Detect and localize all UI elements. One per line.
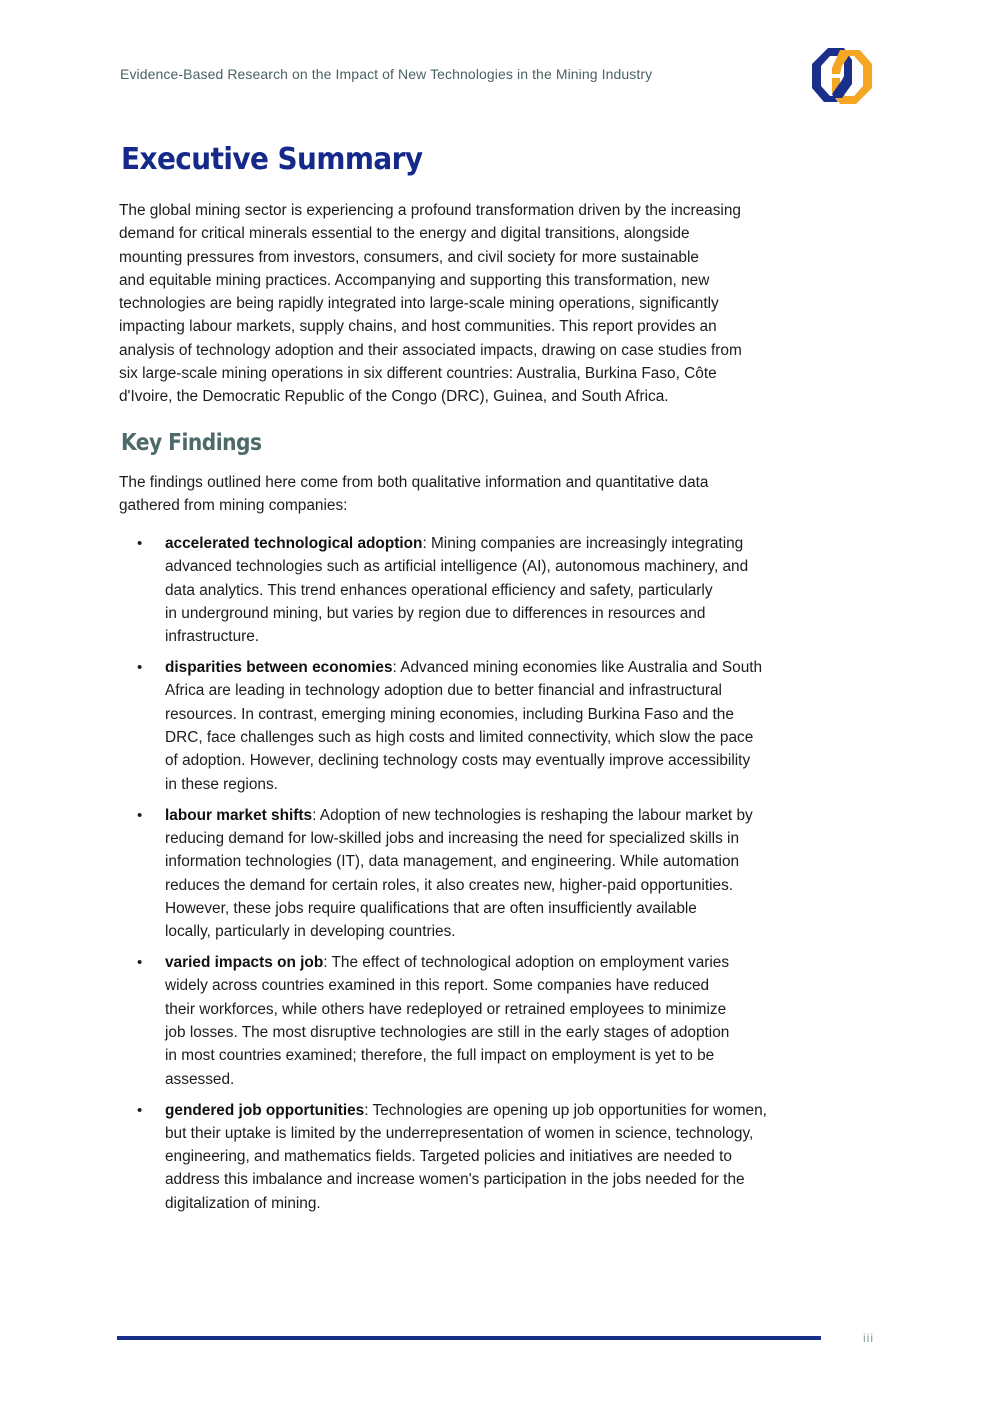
finding-item-labour-market	[0, 804, 992, 944]
finding-line: DRC, face challenges such as high costs and limited connectivity, which slow the pace	[165, 729, 754, 747]
finding-item-gendered-opportunities	[0, 1099, 992, 1215]
finding-item-accelerated-adoption	[0, 532, 992, 648]
key-findings-heading: Key Findings	[121, 430, 262, 456]
finding-line: in underground mining, but varies by region due to differences in resources and	[165, 604, 706, 622]
finding-line: data analytics. This trend enhances operational efficiency and safety, particularly	[165, 581, 713, 599]
finding-line: assessed.	[165, 1070, 235, 1088]
finding-line: However, these jobs require qualifications that are often insufficiently available	[165, 899, 697, 917]
page-title: Executive Summary	[121, 142, 423, 177]
finding-term: varied impacts on job	[165, 954, 324, 972]
intro-line: six large-scale mining operations in six different countries: Australia, Burkina Faso, Côte	[119, 365, 717, 383]
bullet-icon: •	[137, 1101, 143, 1119]
finding-line: widely across countries examined in this report. Some companies have reduced	[165, 977, 710, 995]
executive-summary-intro	[119, 199, 879, 409]
finding-line: infrastructure.	[165, 628, 260, 646]
footer-divider	[117, 1336, 821, 1340]
bullet-icon: •	[137, 535, 143, 552]
finding-line: information technologies (IT), data management, and engineering. While automation	[165, 853, 740, 871]
finding-line: locally, particularly in developing countries.	[165, 923, 456, 941]
key-findings-list	[0, 532, 992, 1223]
finding-item-disparities	[0, 656, 992, 796]
finding-line: in these regions.	[165, 775, 278, 793]
finding-text: : Adoption of new technologies is reshaping the labour market by	[312, 806, 753, 824]
finding-text: : Technologies are opening up job opportunities for women,	[364, 1101, 767, 1119]
finding-term: gendered job opportunities	[165, 1101, 365, 1119]
findings-intro-line: The findings outlined here come from both qualitative information and quantitative data	[119, 474, 709, 491]
finding-line: but their uptake is limited by the underrepresentation of women in science, technology,	[165, 1124, 754, 1142]
intro-line: and equitable mining practices. Accompanying and supporting this transformation, new	[119, 271, 710, 289]
finding-line: engineering, and mathematics fields. Targeted policies and initiatives are needed to	[165, 1148, 732, 1166]
finding-line: reduces the demand for certain roles, it also creates new, higher-paid opportunities.	[165, 876, 734, 894]
finding-text: : The effect of technological adoption on employment varies	[323, 954, 730, 972]
running-header-title: Evidence-Based Research on the Impact of New Technologies in the Mining Industry	[120, 66, 653, 82]
bullet-icon: •	[137, 659, 143, 677]
finding-term: accelerated technological adoption	[165, 535, 423, 552]
key-findings-intro	[119, 471, 879, 518]
finding-line: of adoption. However, declining technology costs may eventually improve accessibility	[165, 752, 751, 770]
finding-line: Africa are leading in technology adoption due to better financial and infrastructural	[165, 682, 722, 700]
page-number: iii	[863, 1331, 874, 1345]
intro-line: analysis of technology adoption and their associated impacts, drawing on case studies from	[119, 341, 742, 359]
finding-line: digitalization of mining.	[165, 1194, 321, 1212]
intro-line: technologies are being rapidly integrated into large-scale mining operations, significantly	[119, 295, 719, 313]
finding-line: address this imbalance and increase women's participation in the jobs needed for the	[165, 1171, 745, 1189]
finding-line: resources. In contrast, emerging mining economies, including Burkina Faso and the	[165, 705, 734, 723]
intro-line: impacting labour markets, supply chains, and host communities. This report provides an	[119, 318, 717, 336]
finding-line: reducing demand for low-skilled jobs and increasing the need for specialized skills in	[165, 829, 740, 847]
intro-line: d'Ivoire, the Democratic Republic of the Congo (DRC), Guinea, and South Africa.	[119, 388, 669, 406]
interlocking-hexagons-logo-icon	[808, 46, 876, 106]
bullet-icon: •	[137, 806, 143, 824]
finding-line: job losses. The most disruptive technologies are still in the early stages of adoption	[165, 1024, 730, 1041]
finding-text: : Mining companies are increasingly integrating	[422, 535, 744, 552]
bullet-icon: •	[137, 954, 143, 972]
finding-item-varied-impacts	[0, 951, 992, 1091]
finding-term: disparities between economies	[165, 659, 393, 677]
intro-line: mounting pressures from investors, consumers, and civil society for more sustainable	[119, 248, 699, 266]
intro-line: The global mining sector is experiencing a profound transformation driven by the increasing	[119, 202, 741, 219]
finding-line: advanced technologies such as artificial intelligence (AI), autonomous machinery, and	[165, 558, 749, 576]
findings-intro-line: gathered from mining companies:	[119, 497, 348, 515]
intro-line: demand for critical minerals essential to the energy and digital transitions, alongside	[119, 225, 690, 243]
finding-line: in most countries examined; therefore, the full impact on employment is yet to be	[165, 1047, 715, 1065]
finding-text: : Advanced mining economies like Australia and South	[392, 659, 763, 677]
finding-line: their workforces, while others have redeployed or retrained employees to minimize	[165, 1000, 727, 1018]
finding-term: labour market shifts	[165, 806, 313, 824]
